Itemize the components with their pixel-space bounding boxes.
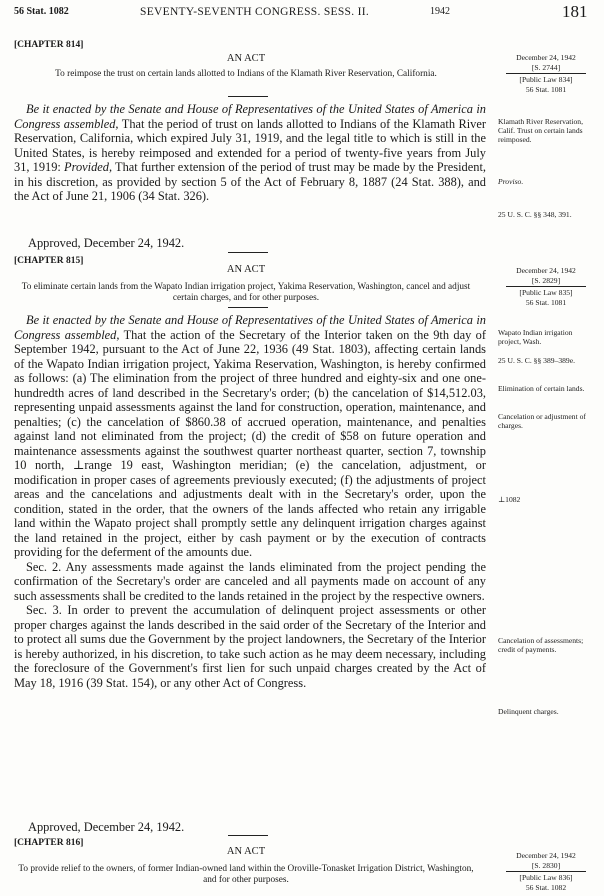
divider xyxy=(228,307,268,308)
section-3: Sec. 3. In order to prevent the accumulation of delinquent project assessments or other proper charges against the lands described in the said order of the Secretary of the Interior and to protect all sums due the Government by the project landowners, the Secretary of the Interior is hereby authorized, in his discretion, to take such action as he may deem necessary, including the foreclosure of the Government's first lien for such unpaid charges created by the Act of May 18, 1916 (39 Stat. 154), or any other Act of Congress. xyxy=(14,603,486,690)
proviso-word: Provided, xyxy=(64,160,113,174)
act-purpose-814: To reimpose the trust on certain lands allotted to Indians of the Klamath River Reservation, California. xyxy=(55,69,437,79)
divider xyxy=(228,835,268,836)
enactment-date: December 24, 1942 xyxy=(516,53,576,62)
margin-citation-815 xyxy=(500,266,592,307)
running-head-year: 1942 xyxy=(430,6,450,17)
bill-number: [S. 2744] xyxy=(531,62,561,72)
section-text: That the action of the Secretary of the Interior taken on the 9th day of September 1942, pursuant to the Act of June 22, 1936 (49 Stat. 1803), affecting certain lands of the Wapato Indian irrigation project, Yakima Reservation, Washington, is hereby confirmed as follows: (a) The elimination from the project of three hundred and eighty-six and one one-hundredth acres of land described in the Secretary's order; (b) the cancelation of $14,512.03, representing unpaid assessments against the land for construction, operation, maintenance, and penalties; (c) the cancelation of $860.38 of accrued operation, maintenance, and penalties against land not eliminated from the project; (d) the credit of $58 on future operation and maintenance assessments against the southwest quarter northeast quarter, section 7, township 10 north, ⊥range 19 east, Washington meridian; (e) the cancelation, adjustment, or modification in proper cases of agreements previously executed; (f) the adjustments of project areas and the cancelations and adjustments dealt with in the Secretary's order, upon the condition, stated in the order, that the owners of the lands affected who retain any irrigable land within the Wapato project shall promptly settle any delinquent irrigation charges against the land retained in the project, either by cash payment or by the execution of contracts providing for the deferment of the amounts due. xyxy=(14,327,486,559)
bill-number: [S. 2829] xyxy=(531,275,561,285)
enactment-date: December 24, 1942 xyxy=(516,851,576,860)
stat-cite: 56 Stat. 1082 xyxy=(525,882,567,892)
stat-cite: 56 Stat. 1081 xyxy=(525,84,567,94)
margin-citation-816 xyxy=(500,851,592,892)
section-2: Sec. 2. Any assessments made against the lands eliminated from the project pending the confirmation of the Secretary's order are canceled and all payments made on account of any such assessments shall be credited to the lands retained in the project by the respective owners. xyxy=(14,559,486,603)
public-law: [Public Law 834] xyxy=(519,75,573,84)
public-law: [Public Law 835] xyxy=(519,288,573,297)
side-note-cancelation-assessments: Cancelation of assessments; credit of payments. xyxy=(498,636,584,654)
side-note-klamath: Klamath River Reservation, Calif. Trust on certain lands reimposed. xyxy=(498,117,583,144)
bill-number: [S. 2830] xyxy=(531,860,561,870)
side-note-wapato: Wapato Indian irrigation project, Wash. xyxy=(498,328,573,346)
act-purpose-815: To eliminate certain lands from the Wapato Indian irrigation project, Yakima Reservation, Washington, cancel and adjust certain charges, and for other purposes. xyxy=(21,282,471,303)
side-note-usc: 25 U. S. C. §§ 389–389e. xyxy=(498,356,575,365)
divider xyxy=(506,871,586,872)
side-note-cancelation: Cancelation or adjustment of charges. xyxy=(498,412,586,430)
running-head: SEVENTY-SEVENTH CONGRESS. SESS. II. xyxy=(140,6,370,18)
divider xyxy=(506,286,586,287)
divider xyxy=(506,73,586,74)
approval-date-815: Approved, December 24, 1942. xyxy=(28,820,185,834)
margin-citation-814 xyxy=(500,53,592,94)
act-purpose-816: To provide relief to the owners, of former Indian-owned land within the Oroville-Tonasket Irrigation District, Washington, and for other purposes. xyxy=(18,864,474,885)
act-text-815 xyxy=(14,313,486,817)
side-note-proviso: Proviso. xyxy=(498,177,524,186)
side-note-usc: 25 U. S. C. §§ 348, 391. xyxy=(498,210,572,219)
side-note-delinquent: Delinquent charges. xyxy=(498,707,559,716)
stat-cite: 56 Stat. 1081 xyxy=(525,297,567,307)
divider xyxy=(228,252,268,253)
stat-reference: 56 Stat. 1082 xyxy=(14,6,69,17)
enacting-clause: Be it enacted by the Senate and House of Representatives of the United States of America in Congress assembled, xyxy=(14,102,486,131)
public-law: [Public Law 836] xyxy=(519,873,573,882)
chapter-816-heading: [CHAPTER 816] xyxy=(14,838,84,848)
act-title-815: AN ACT xyxy=(226,264,266,275)
section-text: That further extension of the period of trust may be made by the President, in his discretion, as provided by section 5 of the Act of February 8, 1887 (24 Stat. 388), and the Act of June 21, 1906 (34 Stat. 326). xyxy=(14,160,486,203)
side-note-elimination: Elimination of certain lands. xyxy=(498,384,585,393)
side-note-page-ref: ⊥1082 xyxy=(498,495,521,504)
section-text: That the period of trust on lands allotted to Indians of the Klamath River Reservation, California, which expired July 31, 1919, and the legal title to which is still in the United States, is hereby reimposed and extended for a period of twenty-five years from July 31, 1919: xyxy=(14,116,486,174)
page-number: 181 xyxy=(562,2,588,21)
enactment-date: December 24, 1942 xyxy=(516,266,576,275)
chapter-815-heading: [CHAPTER 815] xyxy=(14,256,84,266)
divider xyxy=(228,96,268,97)
approval-date-814: Approved, December 24, 1942. xyxy=(28,236,185,250)
act-title-814: AN ACT xyxy=(226,53,266,64)
act-text-814 xyxy=(14,102,486,234)
act-title-816: AN ACT xyxy=(226,846,266,857)
enacting-clause: Be it enacted by the Senate and House of Representatives of the United States of America in Congress assembled, xyxy=(14,313,486,342)
chapter-814-heading: [CHAPTER 814] xyxy=(14,40,84,50)
